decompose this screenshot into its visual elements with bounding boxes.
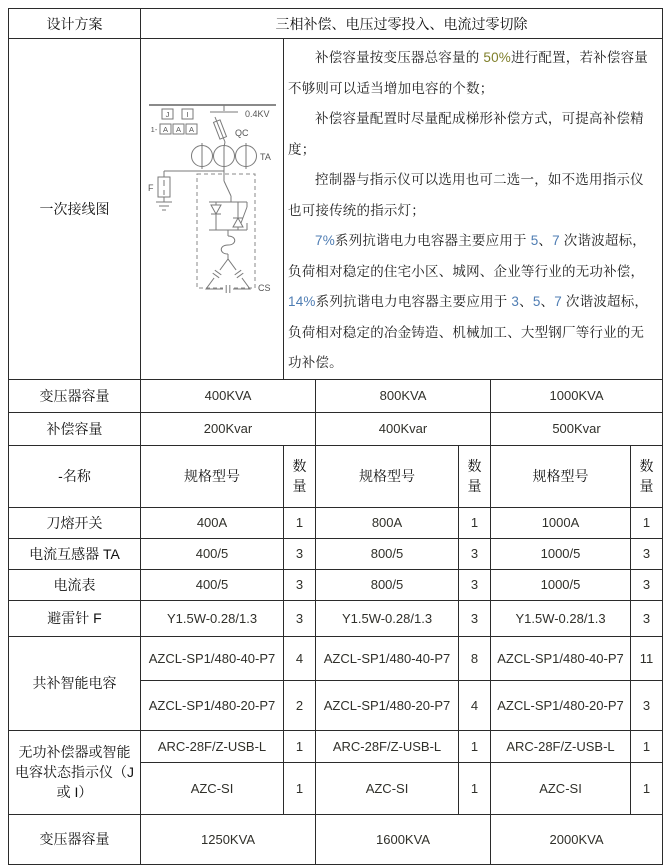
spec-cell: ARC-28F/Z-USB-L [316, 730, 459, 762]
qty-cell: 3 [284, 569, 316, 600]
qty-cell: 4 [284, 636, 316, 680]
module-switch-blade [224, 181, 231, 196]
qty-cell: 1 [631, 730, 663, 762]
row-label: 电流互感器 TA [9, 538, 141, 569]
qc-label: QC [235, 128, 249, 138]
row-label: 无功补偿器或智能电容状态指示仪（J 或 I） [9, 730, 141, 814]
qty-cell: 1 [631, 507, 663, 538]
value-cell: 200Kvar [141, 412, 316, 445]
spec-cell: AZCL-SP1/480-40-P7 [141, 636, 284, 680]
qty-cell: 8 [459, 636, 491, 680]
qty-header: 数量 [284, 445, 316, 507]
design-scheme-row [9, 9, 663, 39]
qty-cell: 1 [284, 507, 316, 538]
spec-cell: Y1.5W-0.28/1.3 [316, 600, 459, 636]
qty-cell: 1 [284, 762, 316, 814]
transformer-capacity-row [9, 379, 663, 412]
spec-cell: Y1.5W-0.28/1.3 [141, 600, 284, 636]
spec-cell: 800/5 [316, 538, 459, 569]
notes [284, 39, 663, 380]
spec-cell: 1000A [491, 507, 631, 538]
f-label: F [148, 183, 154, 193]
spec-header: 规格型号 [491, 445, 631, 507]
indicator-row-1 [9, 730, 663, 762]
value-cell: 1000KVA [491, 379, 663, 412]
arrester-row [9, 600, 663, 636]
voltage-label: 0.4KV [245, 109, 270, 119]
name-header: -名称 [9, 445, 141, 507]
qty-cell: 1 [459, 762, 491, 814]
ammeter-letter: A [188, 125, 195, 134]
value-cell: 800KVA [316, 379, 491, 412]
qty-cell: 3 [284, 538, 316, 569]
spec-cell: ARC-28F/Z-USB-L [491, 730, 631, 762]
ammeter-row [9, 569, 663, 600]
spec-cell: 1000/5 [491, 538, 631, 569]
j-label: J [165, 110, 170, 119]
note-paragraph: 补偿容量配置时尽量配成梯形补偿方式，可提高补偿精度； [288, 111, 644, 157]
ammeter-letter: A [175, 125, 182, 134]
i-label: I [186, 110, 189, 119]
reactor-coil [221, 236, 235, 254]
spec-header: 规格型号 [141, 445, 284, 507]
value-cell: 400Kvar [316, 412, 491, 445]
one-line-diagram [141, 39, 284, 349]
spec-cell: AZCL-SP1/480-20-P7 [316, 680, 459, 730]
one-line-diagram-cell [141, 39, 284, 380]
qty-header: 数量 [631, 445, 663, 507]
cs-module-box [197, 174, 255, 288]
ammeter-letter: A [162, 125, 169, 134]
row-label: 电流表 [9, 569, 141, 600]
qty-cell: 1 [284, 730, 316, 762]
row-label: 刀熔开关 [9, 507, 141, 538]
spec-cell: AZCL-SP1/480-20-P7 [141, 680, 284, 730]
spec-cell: AZCL-SP1/480-40-P7 [491, 636, 631, 680]
spec-cell: 800/5 [316, 569, 459, 600]
spec-cell: Y1.5W-0.28/1.3 [491, 600, 631, 636]
thyristor-down [211, 205, 221, 214]
qty-cell: 1 [631, 762, 663, 814]
current-transformer-row [9, 538, 663, 569]
qty-cell: 3 [459, 538, 491, 569]
qty-cell: 1 [459, 730, 491, 762]
value-cell: 400KVA [141, 379, 316, 412]
value-cell: 500Kvar [491, 412, 663, 445]
spec-cell: AZC-SI [491, 762, 631, 814]
row-label: 变压器容量 [9, 814, 141, 864]
spec-table [8, 8, 663, 865]
spec-cell: ARC-28F/Z-USB-L [141, 730, 284, 762]
value-cell: 2000KVA [491, 814, 663, 864]
qty-header: 数量 [459, 445, 491, 507]
qty-cell: 3 [631, 600, 663, 636]
note-paragraph: 7%系列抗谐电力电容器主要应用于 5、7 次谐波超标，负荷相对稳定的住宅小区、城网、企业等行业的无功补偿，14%系列抗谐电力电容器主要应用于 3、5、7 次谐波超标，负荷相对稳定的冶金铸造、机械加工、大型钢厂等行业的无功补偿。 [288, 233, 649, 370]
qty-cell: 1 [459, 507, 491, 538]
shared-capacitor-row-1 [9, 636, 663, 680]
spec-cell: AZCL-SP1/480-20-P7 [491, 680, 631, 730]
ta-label: TA [260, 152, 271, 162]
spec-cell: 400A [141, 507, 284, 538]
one-line-diagram-row [9, 39, 663, 380]
qty-cell: 3 [284, 600, 316, 636]
qty-cell: 3 [631, 680, 663, 730]
delta-capacitor [206, 259, 250, 289]
spec-cell: AZCL-SP1/480-40-P7 [316, 636, 459, 680]
bypass-contact-blade [241, 207, 247, 223]
column-header-row [9, 445, 663, 507]
value-cell: 1250KVA [141, 814, 316, 864]
row-label: 变压器容量 [9, 379, 141, 412]
diagram-label: 一次接线图 [9, 39, 141, 380]
row-label: 补偿容量 [9, 412, 141, 445]
cs-label: CS [258, 283, 271, 293]
value-cell: 1600KVA [316, 814, 491, 864]
row-label: 避雷针 F [9, 600, 141, 636]
row-label: 共补智能电容 [9, 636, 141, 730]
design-scheme-label: 设计方案 [9, 9, 141, 39]
qty-cell: 3 [459, 600, 491, 636]
spec-cell: AZC-SI [316, 762, 459, 814]
qty-cell: 2 [284, 680, 316, 730]
transformer-capacity-row-2 [9, 814, 663, 864]
note-paragraph: 补偿容量按变压器总容量的 50%进行配置，若补偿容量不够则可以适当增加电容的个数； [288, 50, 648, 96]
qty-cell: 3 [459, 569, 491, 600]
compensation-capacity-row [9, 412, 663, 445]
spec-cell: AZC-SI [141, 762, 284, 814]
note-paragraph: 控制器与指示仪可以选用也可二选一，如不选用指示仪也可接传统的指示灯； [288, 172, 644, 218]
spec-cell: 1000/5 [491, 569, 631, 600]
qty-cell: 11 [631, 636, 663, 680]
meter-prefix: 1- [150, 125, 158, 134]
qty-cell: 3 [631, 569, 663, 600]
spec-cell: 400/5 [141, 538, 284, 569]
qty-cell: 4 [459, 680, 491, 730]
spec-cell: 400/5 [141, 569, 284, 600]
spec-cell: 800A [316, 507, 459, 538]
qty-cell: 3 [631, 538, 663, 569]
spec-header: 规格型号 [316, 445, 459, 507]
knife-switch-row [9, 507, 663, 538]
design-scheme-value: 三相补偿、电压过零投入、电流过零切除 [141, 9, 663, 39]
page [0, 8, 670, 863]
